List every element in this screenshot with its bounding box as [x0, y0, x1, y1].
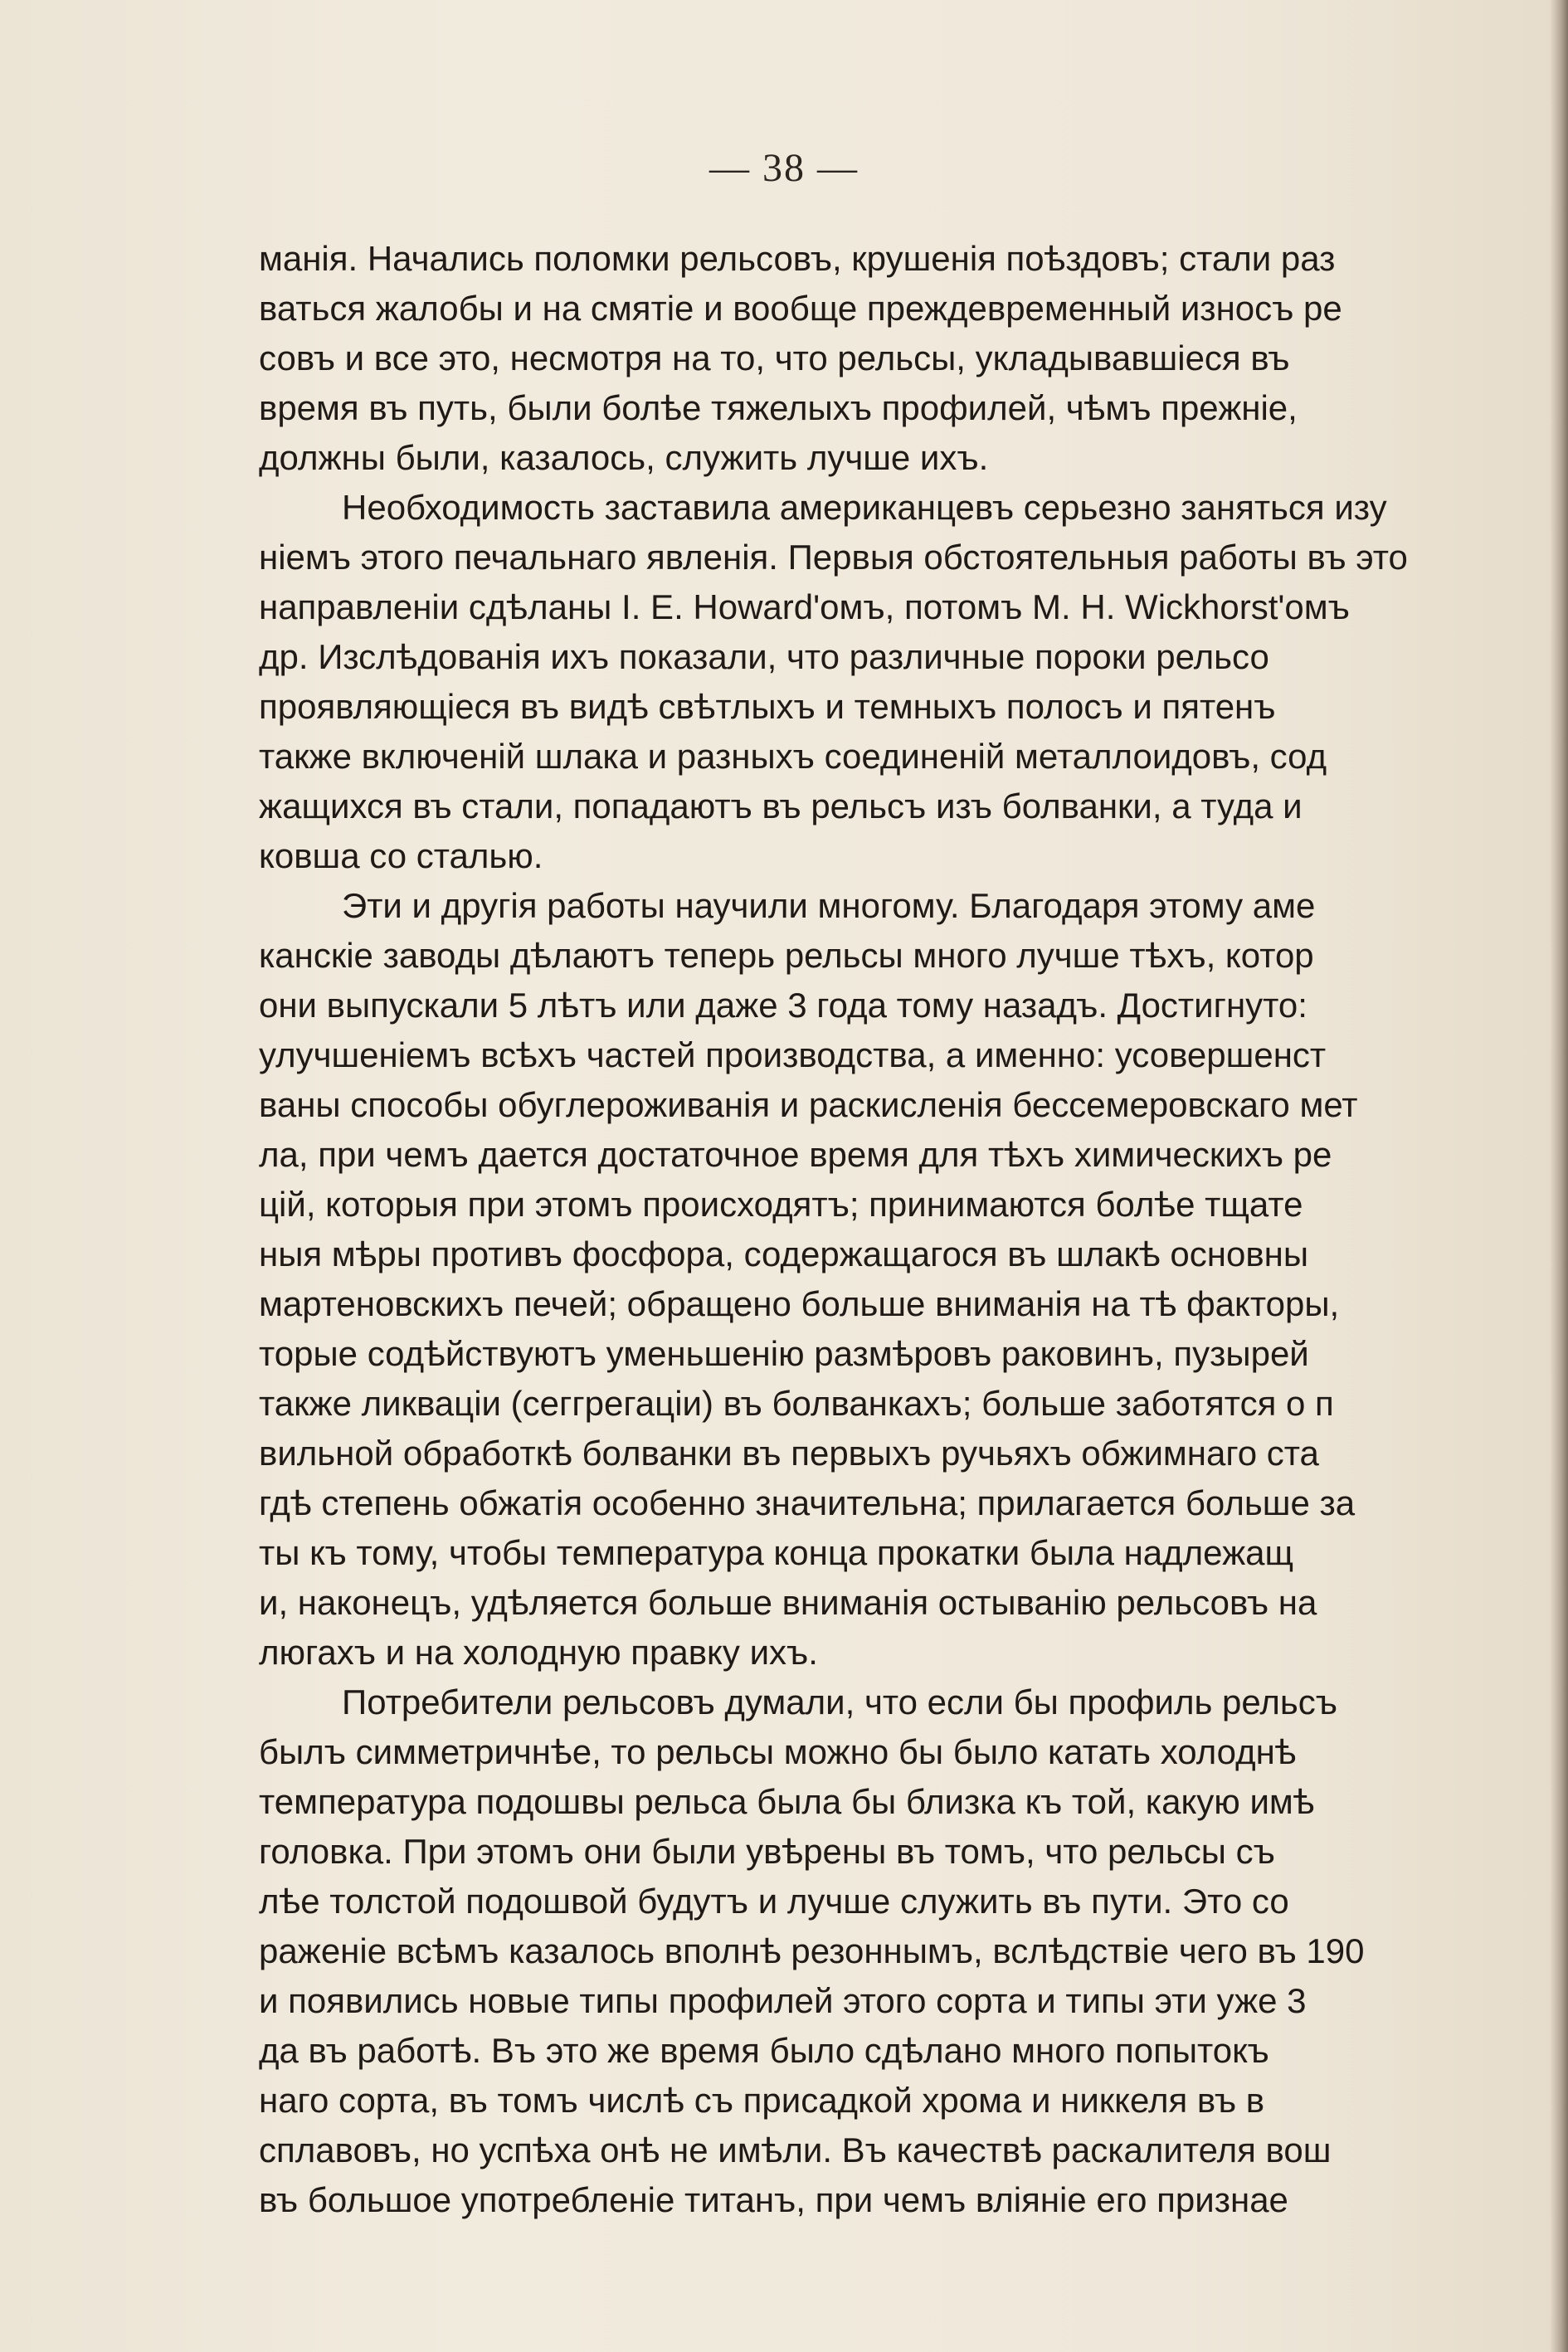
text-line: да въ работѣ. Въ это же время было сдѣлано много попытокъ: [259, 2031, 1269, 2070]
body-text: [259, 234, 1568, 2308]
text-line: сплавовъ, но успѣха онѣ не имѣли. Въ качествѣ раскалителя вош: [259, 2130, 1332, 2169]
text-line: ваться жалобы и на смятіе и вообще преждевременный износъ ре: [259, 289, 1342, 328]
text-line: цій, которыя при этомъ происходятъ; принимаются болѣе тщате: [259, 1185, 1303, 1224]
text-line: ныя мѣры противъ фосфора, содержащагося въ шлакѣ основны: [259, 1234, 1309, 1273]
text-line: ты къ тому, чтобы температура конца прокатки была надлежащ: [259, 1533, 1294, 1572]
text-line: лѣе толстой подошвой будутъ и лучше служить въ пути. Это со: [259, 1882, 1289, 1921]
text-line: температура подошвы рельса была бы близка къ той, какую имѣ: [259, 1782, 1315, 1821]
text-line: вильной обработкѣ болванки въ первыхъ ручьяхъ обжимнаго ста: [259, 1434, 1319, 1473]
text-line: манія. Начались поломки рельсовъ, крушенія поѣздовъ; стали раз: [259, 239, 1336, 278]
paragraph-first-line: Потребители рельсовъ думали, что если бы профиль рельсъ: [342, 1682, 1338, 1721]
text-line: время въ путь, были болѣе тяжелыхъ профилей, чѣмъ прежніе,: [259, 388, 1298, 427]
text-line: былъ симметричнѣе, то рельсы можно бы было катать холоднѣ: [259, 1732, 1297, 1771]
text-line: совъ и все это, несмотря на то, что рельсы, укладывавшіеся въ: [259, 338, 1290, 377]
text-line: гдѣ степень обжатія особенно значительна; прилагается больше за: [259, 1483, 1356, 1522]
text-line: мартеновскихъ печей; обращено больше вниманія на тѣ факторы,: [259, 1284, 1340, 1323]
text-line: улучшеніемъ всѣхъ частей производства, а именно: усовершенст: [259, 1035, 1327, 1074]
text-line: направленіи сдѣланы I. E. Howard'омъ, потомъ M. H. Wickhorst'омъ: [259, 587, 1350, 626]
text-line: также включеній шлака и разныхъ соединеній металлоидовъ, сод: [259, 737, 1327, 776]
paragraph-first-line: Необходимость заставила американцевъ серьезно заняться изу: [342, 488, 1387, 527]
text-line: жащихся въ стали, попадаютъ въ рельсъ изъ болванки, а туда и: [259, 786, 1303, 825]
text-line: проявляющіеся въ видѣ свѣтлыхъ и темныхъ полосъ и пятенъ: [259, 687, 1276, 726]
text-line: головка. При этомъ они были увѣрены въ томъ, что рельсы съ: [259, 1832, 1275, 1871]
paragraph-first-line: Эти и другія работы научили многому. Благодаря этому аме: [342, 886, 1316, 925]
text-line: и появились новые типы профилей этого сорта и типы эти уже 3: [259, 1981, 1307, 2020]
text-line: они выпускали 5 лѣтъ или даже 3 года тому назадъ. Достигнуто:: [259, 986, 1307, 1025]
text-line: торые содѣйствуютъ уменьшенію размѣровъ раковинъ, пузырей: [259, 1334, 1309, 1373]
text-line: ніемъ этого печальнаго явленія. Первыя обстоятельныя работы въ это: [259, 538, 1408, 577]
text-line: и, наконецъ, удѣляется больше вниманія остыванію рельсовъ на: [259, 1583, 1317, 1622]
text-line: др. Изслѣдованія ихъ показали, что различные пороки рельсо: [259, 637, 1269, 676]
text-line: ла, при чемъ дается достаточное время для тѣхъ химическихъ ре: [259, 1135, 1332, 1174]
page-number: — 38 —: [709, 146, 859, 190]
text-line: также ликваціи (сеггрегаціи) въ болванкахъ; больше заботятся о п: [259, 1384, 1334, 1423]
text-line: канскіе заводы дѣлаютъ теперь рельсы много лучше тѣхъ, котор: [259, 936, 1314, 975]
text-line: въ большое употребленіе титанъ, при чемъ вліяніе его признае: [259, 2180, 1288, 2219]
text-line: должны были, казалось, служить лучше ихъ.: [259, 438, 989, 477]
text-line: люгахъ и на холодную правку ихъ.: [259, 1633, 818, 1672]
text-line: наго сорта, въ томъ числѣ съ присадкой хрома и никкеля въ в: [259, 2081, 1265, 2120]
text-line: ваны способы обуглероживанія и раскисленія бессемеровскаго мет: [259, 1085, 1358, 1124]
text-line: раженіе всѣмъ казалось вполнѣ резоннымъ, вслѣдствіе чего въ 190: [259, 1931, 1365, 1970]
text-line: ковша со сталью.: [259, 836, 543, 875]
